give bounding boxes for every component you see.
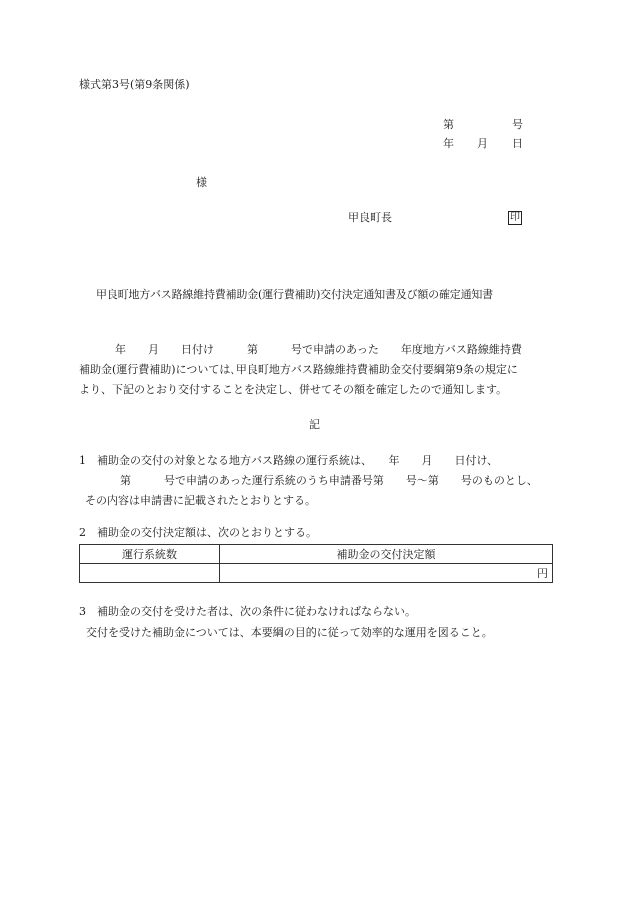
item-1 (79, 451, 559, 511)
document-title: 甲良町地方バス路線維持費補助金(運行費補助)交付決定通知書及び額の確定通知書 (96, 288, 493, 301)
header-grant-amount: 補助金の交付決定額 (220, 545, 553, 564)
table-row (80, 564, 553, 583)
date-tsuki: 月 (477, 137, 488, 150)
item-1-line: 1 補助金の交付の対象となる地方バス路線の運行系統は、 年 月 日付け、 (79, 454, 499, 467)
number-go: 号 (512, 118, 523, 131)
body-line: 補助金(運行費補助)については､甲良町地方バス路線維持費補助金交付要綱第9条の規定に (79, 363, 518, 376)
date-nen: 年 (443, 137, 454, 150)
item-3-heading: 3 補助金の交付を受けた者は、次の条件に従わなければならない。 (79, 605, 416, 618)
seal-text: 印 (510, 212, 520, 223)
date-hi: 日 (512, 137, 523, 150)
item-1-line: 第 号で申請のあった運行系統のうち申請番号第 号～第 号のものとし、 (120, 474, 538, 487)
body-paragraph (79, 340, 559, 400)
issuer: 甲良町長 (348, 211, 392, 224)
item-2-heading: 2 補助金の交付決定額は、次のとおりとする。 (79, 526, 317, 539)
body-line: より、下記のとおり交付することを決定し、併せてその額を確定したので通知します。 (79, 383, 508, 396)
grant-table (79, 544, 553, 583)
cell-grant-amount: 円 (220, 564, 553, 583)
seal-mark (508, 211, 522, 225)
item-3-condition: 交付を受けた補助金については、本要綱の目的に従って効率的な運用を図ること。 (86, 626, 493, 639)
form-id: 様式第3号(第9条関係) (79, 78, 190, 91)
table-header-row (80, 545, 553, 564)
number-dai: 第 (443, 118, 454, 131)
ki-heading: 記 (309, 418, 320, 431)
header-route-count: 運行系統数 (80, 545, 220, 564)
cell-route-count (80, 564, 220, 583)
body-line: 年 月 日付け 第 号で申請のあった 年度地方バス路線維持費 (115, 343, 522, 356)
item-1-line: その内容は申請書に記載されたとおりとする。 (85, 494, 316, 507)
addressee-suffix: 様 (196, 176, 207, 189)
